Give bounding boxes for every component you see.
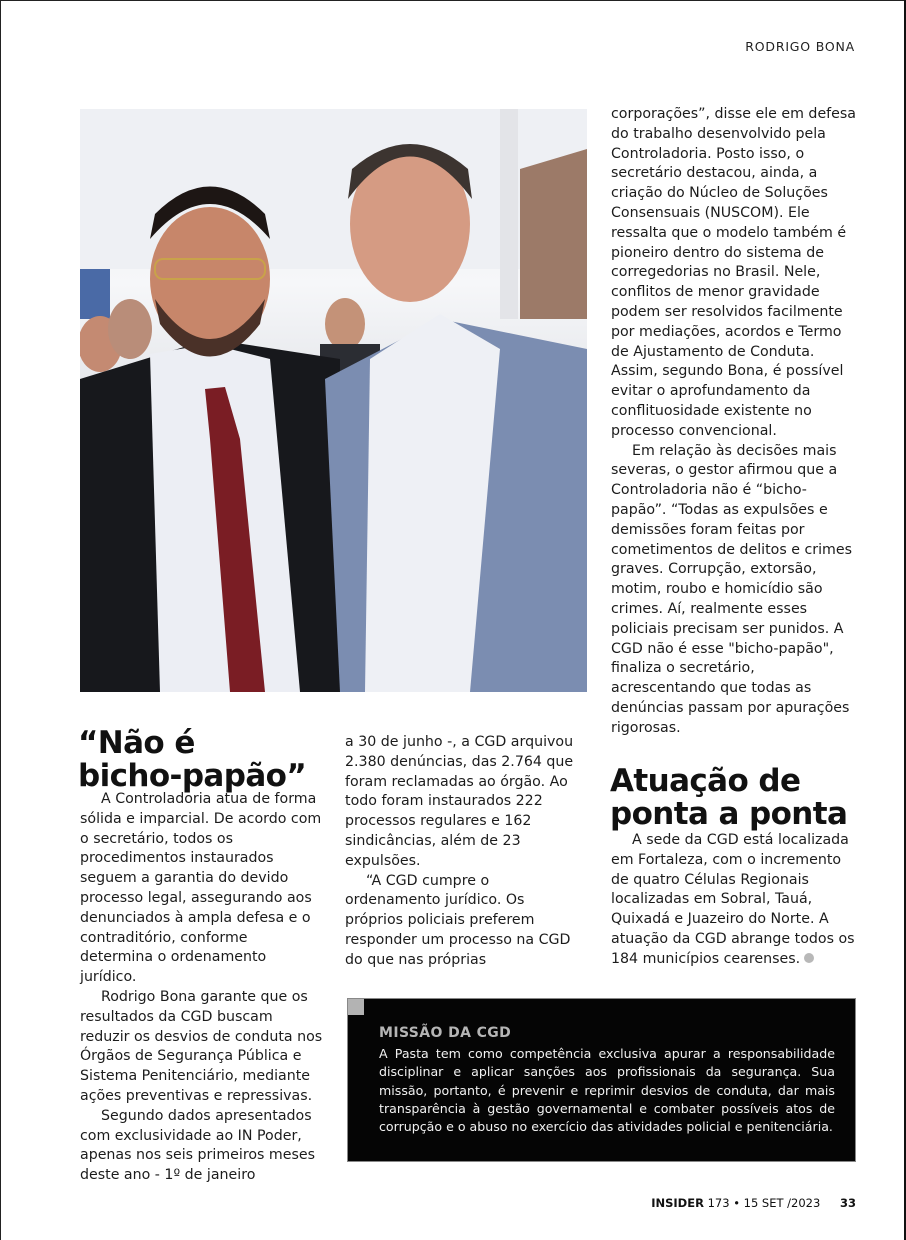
issue-info: 173 • 15 SET /2023	[707, 1196, 821, 1210]
paragraph: Rodrigo Bona garante que os resultados da CGD buscam reduzir os desvios de conduta nos Órgãos de Segurança Pública e Sistema Penitenciário, mediante ações preventivas e repressivas.	[80, 988, 323, 1104]
paragraph-text: A sede da CGD está localizada em Fortaleza, com o incremento de quatro Células Regionais localizadas em Sobral, Tauá, Quixadá e Juazeiro do Norte. A atuação da CGD abrange todos os 184 municípios cearenses.	[611, 832, 855, 967]
article-column-right-section2	[611, 831, 861, 970]
paragraph: a 30 de junho -, a CGD arquivou 2.380 denúncias, das 2.764 que foram reclamadas ao órgão. Ao todo foram instaurados 222 processos regulares e 162 sindicâncias, além de 23 expulsões.	[345, 734, 574, 869]
page-border-top	[0, 0, 906, 1]
headline-line: Atuação de	[610, 763, 801, 799]
mission-box-text: A Pasta tem como competência exclusiva apurar a responsabilidade disciplinar e aplicar sanções aos profissionais da segurança. Sua missão, portanto, é prevenir e reprimir desvios de conduta, dar mais transparência à gestão governamental e combater possíveis atos de corrupção e o abuso no exercício das atividades policial e penitenciária.	[379, 1046, 835, 1135]
running-head: RODRIGO BONA	[745, 39, 855, 54]
mission-box-title: MISSÃO DA CGD	[379, 1025, 512, 1041]
headline-line: ponta a ponta	[610, 796, 848, 832]
paragraph: Em relação às decisões mais severas, o gestor afirmou que a Controladoria não é “bicho-papão”. “Todas as expulsões e demissões foram feitas por cometimentos de delitos e crimes graves. Corrupção, extorsão, motim, roubo e homicídio são crimes. Aí, realmente esses policiais precisam ser punidos. A CGD não é esse "bicho-papão", finaliza o secretário, acrescentando que todas as denúncias passam por apurações rigorosas.	[611, 442, 852, 736]
end-of-article-icon	[804, 953, 814, 963]
paragraph	[611, 831, 861, 970]
section-headline-atuacao	[610, 765, 870, 831]
mission-box	[347, 998, 856, 1162]
paragraph: Segundo dados apresentados com exclusividade ao IN Poder, apenas nos seis primeiros meses deste ano - 1º de janeiro	[80, 1107, 315, 1184]
photo-illustration	[80, 109, 587, 692]
page-number: 33	[839, 1196, 856, 1210]
box-corner-tab	[348, 999, 364, 1015]
article-column-right	[611, 105, 861, 739]
paragraph: A Controladoria atua de forma sólida e imparcial. De acordo com o secretário, todos os procedimentos instaurados seguem a garantia do devido processo legal, assegurando aos denunciados à ampla defesa e o contraditório, conforme determina o ordenamento jurídico.	[80, 791, 322, 986]
article-photo	[80, 109, 587, 692]
article-column-middle	[345, 733, 580, 971]
article-column-left	[80, 790, 325, 1186]
headline-line: “Não é	[78, 725, 195, 761]
paragraph: “A CGD cumpre o ordenamento jurídico. Os próprios policiais preferem responder um processo na CGD do que nas próprias	[345, 872, 571, 968]
paragraph: corporações”, disse ele em defesa do trabalho desenvolvido pela Controladoria. Posto isso, o secretário destacou, ainda, a criação do Núcleo de Soluções Consensuais (NUSCOM). Ele ressalta que o modelo também é pioneiro dentro do sistema de corregedorias no Brasil. Nele, conflitos de menor gravidade podem ser resolvidos facilmente por mediações, acordos e Termo de Ajustamento de Conduta. Assim, segundo Bona, é possível evitar o aprofundamento da conflituosidade existente no processo convencional.	[611, 106, 856, 439]
page-footer	[651, 1196, 856, 1210]
headline-line: bicho-papão”	[78, 758, 307, 794]
page-border-left	[0, 0, 1, 1240]
magazine-name: INSIDER	[651, 1196, 704, 1210]
section-headline-bicho-papao	[78, 727, 338, 793]
